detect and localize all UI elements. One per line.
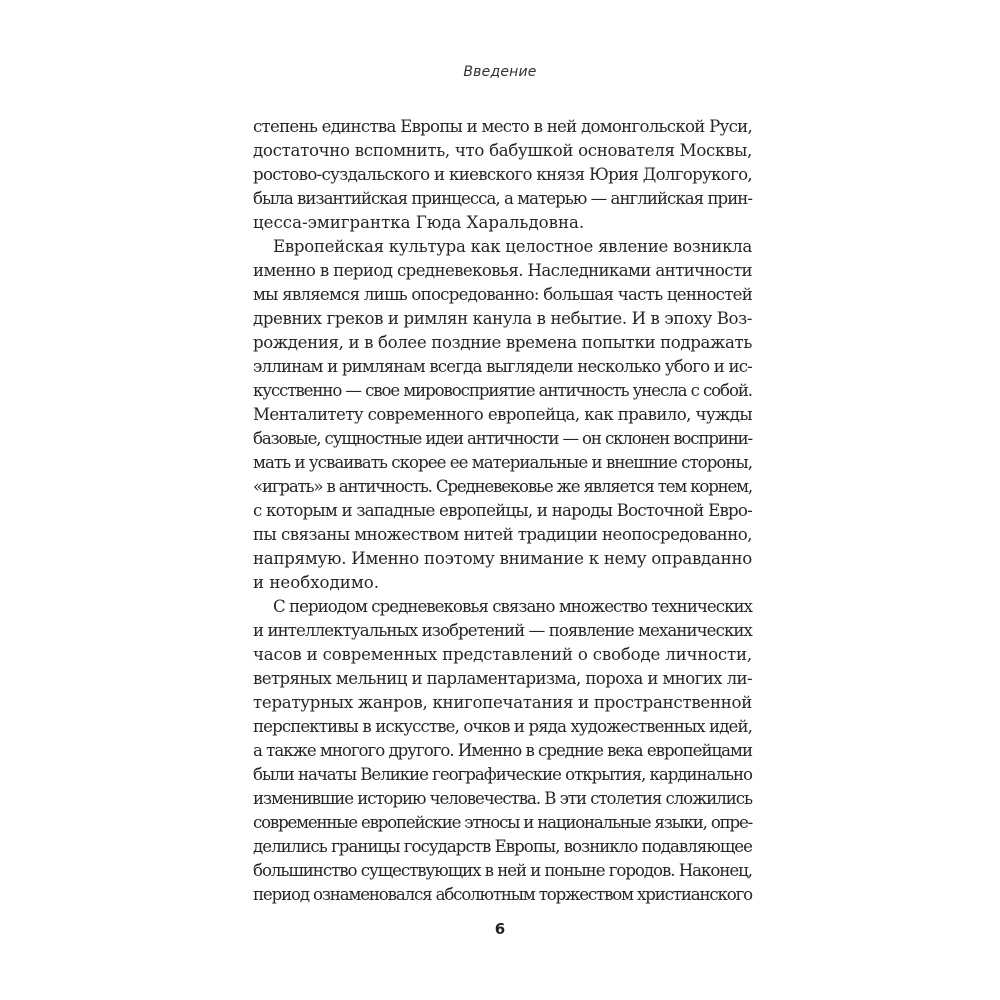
running-head: Введение <box>463 64 537 80</box>
body-text <box>253 115 752 907</box>
text-line: перспективы в искусстве, очков и ряда художественных идей, <box>253 717 752 736</box>
text-line: пы связаны множеством нитей традиции неопосредованно, <box>253 525 752 544</box>
text-line: ростово-суздальского и киевского князя Юрия Долгорукого, <box>253 165 752 184</box>
text-line: изменившие историю человечества. В эти столетия сложились <box>253 789 752 808</box>
text-line: мать и усваивать скорее ее материальные и внешние стороны, <box>253 453 753 472</box>
text-line: ветряных мельниц и парламентаризма, пороха и многих ли- <box>253 669 753 688</box>
text-line: напрямую. Именно поэтому внимание к нему оправданно <box>253 549 752 568</box>
text-line: а также многого другого. Именно в средние века европейцами <box>253 741 753 760</box>
text-line: современные европейские этносы и национальные языки, опре- <box>253 813 752 832</box>
text-line: эллинам и римлянам всегда выглядели несколько убого и ис- <box>253 357 752 376</box>
text-line: большинство существующих в ней и поныне городов. Наконец, <box>253 861 752 880</box>
page-number: 6 <box>494 920 506 938</box>
text-line: древних греков и римлян канула в небытие. И в эпоху Воз- <box>253 309 753 328</box>
text-line: с которым и западные европейцы, и народы Восточной Евро- <box>253 501 753 520</box>
text-line: и интеллектуальных изобретений — появление механических <box>253 621 752 640</box>
text-line: достаточно вспомнить, что бабушкой основателя Москвы, <box>253 141 753 160</box>
text-line: тературных жанров, книгопечатания и пространственной <box>253 693 753 712</box>
text-line: была византийская принцесса, а матерью — английская прин- <box>253 189 753 208</box>
text-line: и необходимо. <box>253 573 379 592</box>
text-line: С периодом средневековья связано множество технических <box>273 597 752 616</box>
text-line: период ознаменовался абсолютным торжеством христианского <box>253 885 752 904</box>
text-line: Менталитету современного европейца, как правило, чужды <box>253 405 752 424</box>
text-line: «играть» в античность. Средневековье же является тем корнем, <box>253 477 753 496</box>
text-line: были начаты Великие географические открытия, кардинально <box>253 765 752 784</box>
text-line: кусственно — свое мировосприятие античность унесла с собой. <box>253 381 752 400</box>
text-line: часов и современных представлений о свободе личности, <box>253 645 753 664</box>
text-line: цесса-эмигрантка Гюда Харальдовна. <box>253 213 585 232</box>
text-line: степень единства Европы и место в ней домонгольской Руси, <box>253 117 752 136</box>
text-line: рождения, и в более поздние времена попытки подражать <box>253 333 752 352</box>
text-line: мы являемся лишь опосредованно: большая часть ценностей <box>253 285 752 304</box>
text-line: именно в период средневековья. Наследниками античности <box>253 261 752 280</box>
text-line: делились границы государств Европы, возникло подавляющее <box>253 837 752 856</box>
text-line: базовые, сущностные идеи античности — он склонен восприни- <box>253 429 753 448</box>
text-line: Европейская культура как целостное явление возникла <box>273 237 753 256</box>
